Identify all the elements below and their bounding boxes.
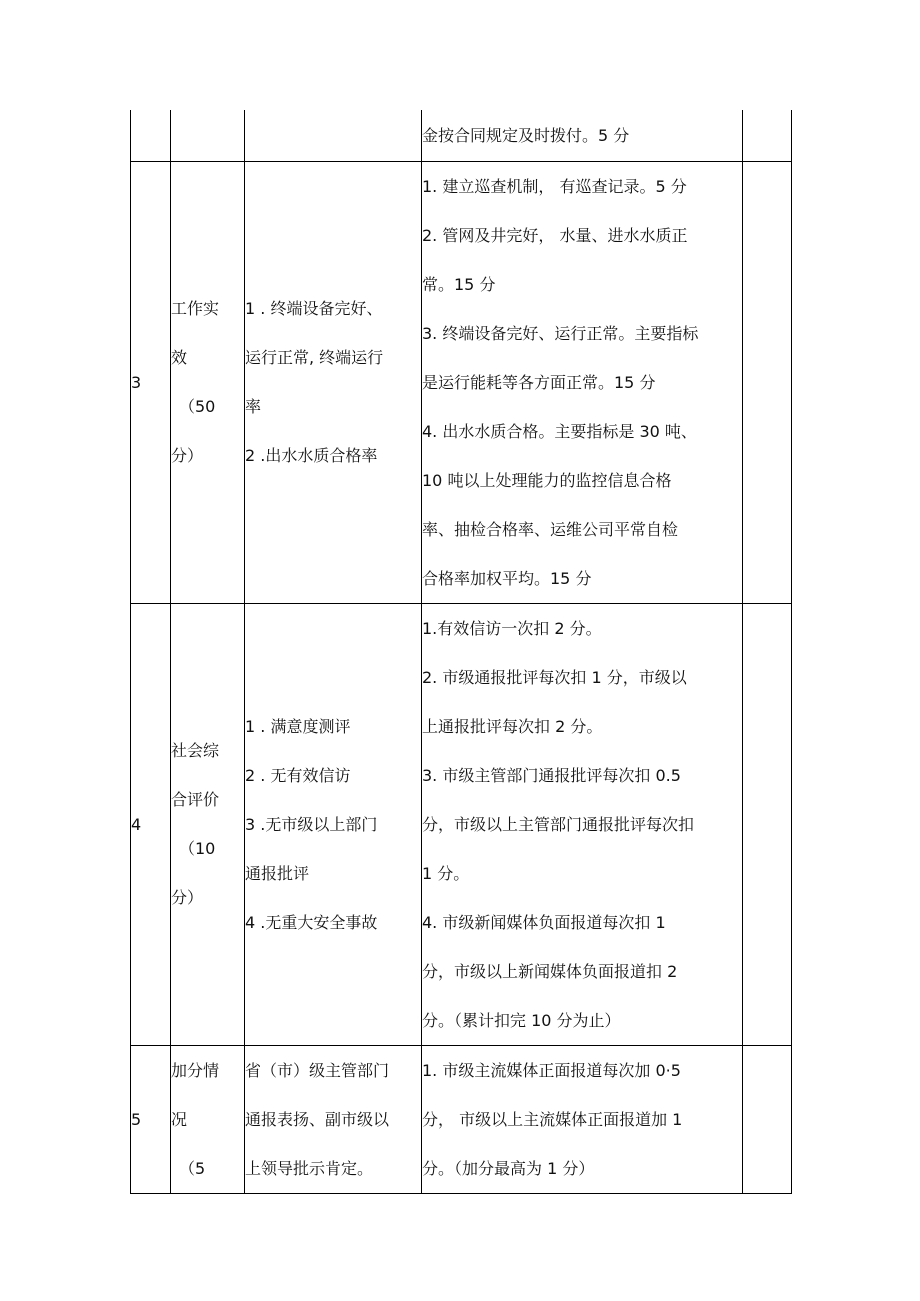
standard-line: 4. 出水水质合格。主要指标是 30 吨、 — [422, 421, 697, 441]
remark-cell — [743, 161, 792, 603]
remark-cell — [743, 110, 792, 161]
criteria-line: 上领导批示肯定。 — [245, 1158, 374, 1178]
table-row — [131, 110, 792, 161]
row-number-cell: 5 — [131, 1045, 171, 1193]
standard-cell — [422, 110, 743, 161]
standard-cell — [422, 161, 743, 603]
criteria-line: 通报批评 — [245, 863, 310, 883]
row-number-cell: 4 — [131, 603, 171, 1045]
item-name-line: （50 — [179, 397, 216, 416]
criteria-cell — [245, 110, 422, 161]
criteria-line: 2 .出水水质合格率 — [245, 446, 378, 465]
standard-cell — [422, 1045, 743, 1193]
standard-line: 分，市级以上新闻媒体负面报道扣 2 — [422, 961, 678, 981]
row-number-cell: 3 — [131, 161, 171, 603]
criteria-line: 1 . 满意度测评 — [245, 716, 351, 736]
standard-line: 常。15 分 — [422, 274, 496, 294]
standard-line: 上通报批评每次扣 2 分。 — [422, 716, 603, 736]
criteria-cell — [245, 603, 422, 1045]
criteria-line: 率 — [245, 397, 262, 416]
standard-line: 3. 市级主管部门通报批评每次扣 0.5 — [422, 765, 681, 785]
criteria-line: 省（市）级主管部门 — [245, 1060, 390, 1080]
standard-line: 是运行能耗等各方面正常。15 分 — [422, 372, 656, 392]
standard-line: 2. 管网及井完好， 水量、进水水质正 — [422, 225, 688, 245]
standard-line: 分。（累计扣完 10 分为止） — [422, 1010, 621, 1030]
item-name-line: 况 — [171, 1109, 188, 1129]
standard-cell — [422, 603, 743, 1045]
standard-line: 率、抽检合格率、运维公司平常自检 — [422, 519, 679, 539]
standard-line: 3. 终端设备完好、运行正常。主要指标 — [422, 323, 699, 343]
item-name-line: 分） — [171, 888, 204, 907]
standard-line: 1. 市级主流媒体正面报道每次加 0·5 — [422, 1060, 681, 1080]
standard-line: 分， 市级以上主流媒体正面报道加 1 — [422, 1109, 683, 1129]
criteria-line: 4 .无重大安全事故 — [245, 912, 378, 932]
criteria-line: 通报表扬、副市级以 — [245, 1109, 390, 1129]
item-name-cell — [171, 110, 245, 161]
item-name-line: 工作实 — [171, 299, 220, 318]
standard-line: 分。（加分最高为 1 分） — [422, 1158, 595, 1178]
item-name-line: 社会综 — [171, 741, 220, 760]
remark-cell — [743, 603, 792, 1045]
item-name-cell — [171, 603, 245, 1045]
remark-cell — [743, 1045, 792, 1193]
criteria-line: 1 . 终端设备完好、 — [245, 299, 383, 318]
item-name-line: （10 — [179, 839, 216, 858]
criteria-line: 2 . 无有效信访 — [245, 765, 351, 785]
standard-line: 金按合同规定及时拨付。5 分 — [422, 125, 630, 145]
item-name-line: （5 — [179, 1158, 206, 1178]
standard-line: 分，市级以上主管部门通报批评每次扣 — [422, 814, 695, 834]
item-name-line: 分） — [171, 446, 204, 465]
criteria-line: 运行正常, 终端运行 — [245, 348, 384, 367]
standard-line: 合格率加权平均。15 分 — [422, 568, 592, 588]
item-name-line: 效 — [171, 348, 188, 367]
item-name-cell — [171, 1045, 245, 1193]
standard-line: 1. 建立巡查机制， 有巡查记录。5 分 — [422, 176, 687, 196]
item-name-line: 合评价 — [171, 790, 220, 809]
table-row — [131, 603, 792, 1045]
standard-line: 10 吨以上处理能力的监控信息合格 — [422, 470, 672, 490]
table-row — [131, 1045, 792, 1193]
assessment-table — [130, 110, 792, 1194]
standard-line: 1.有效信访一次扣 2 分。 — [422, 618, 602, 638]
table-row — [131, 161, 792, 603]
row-number-cell — [131, 110, 171, 161]
standard-line: 4. 市级新闻媒体负面报道每次扣 1 — [422, 912, 666, 932]
standard-line: 2. 市级通报批评每次扣 1 分，市级以 — [422, 667, 687, 687]
criteria-line: 3 .无市级以上部门 — [245, 814, 378, 834]
criteria-cell — [245, 161, 422, 603]
criteria-cell — [245, 1045, 422, 1193]
standard-line: 1 分。 — [422, 863, 470, 883]
item-name-cell — [171, 161, 245, 603]
item-name-line: 加分情 — [171, 1060, 220, 1080]
